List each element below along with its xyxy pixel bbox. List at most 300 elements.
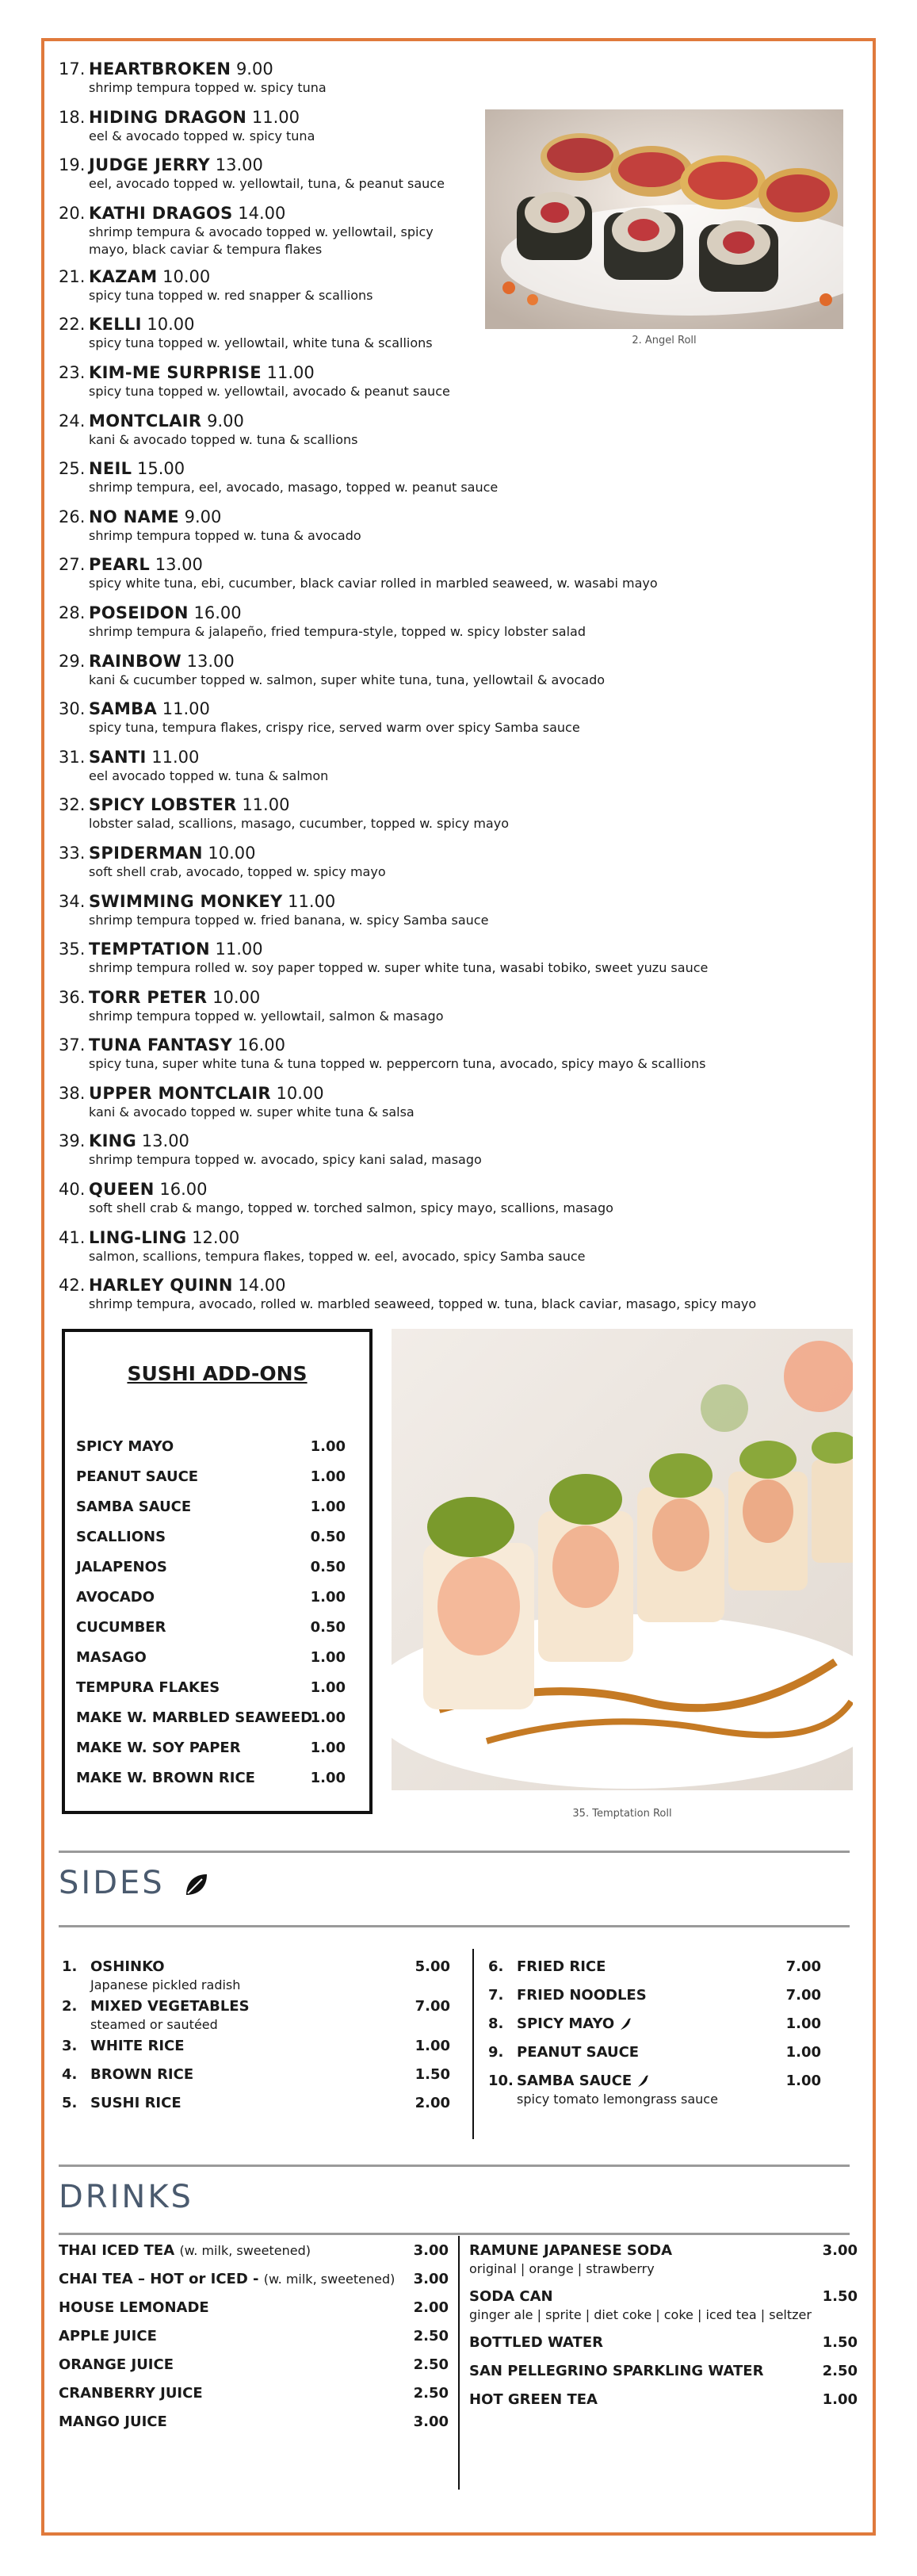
drink-note: (w. milk, sweetened) bbox=[179, 2243, 311, 2258]
roll-number: 39. bbox=[59, 1131, 86, 1151]
roll-description: eel avocado topped w. tuna & salmon bbox=[89, 767, 329, 783]
sides-bottom-divider bbox=[59, 1925, 850, 1927]
roll-item bbox=[59, 59, 859, 107]
roll-heading bbox=[59, 699, 859, 719]
roll-description: shrimp tempura, eel, avocado, masago, topped w. peanut sauce bbox=[89, 480, 499, 496]
roll-item bbox=[59, 939, 859, 987]
add-on-item bbox=[76, 1552, 346, 1583]
side-name: FRIED RICE bbox=[517, 1958, 606, 1975]
side-description: Japanese pickled radish bbox=[90, 1977, 241, 1992]
side-price: 1.00 bbox=[785, 2044, 821, 2061]
side-item bbox=[62, 2038, 450, 2066]
roll-name: RAINBOW bbox=[89, 651, 181, 671]
side-name-wrap bbox=[488, 1958, 606, 1975]
roll-heading bbox=[59, 843, 859, 863]
roll-item bbox=[59, 794, 859, 843]
roll-price: 15.00 bbox=[137, 459, 185, 479]
drink-name: CRANBERRY JUICE bbox=[59, 2385, 203, 2402]
side-number: 1. bbox=[62, 1958, 78, 1975]
side-name-wrap bbox=[488, 2044, 639, 2061]
roll-item bbox=[59, 1035, 859, 1083]
add-on-item bbox=[76, 1703, 346, 1733]
roll-price: 10.00 bbox=[208, 843, 256, 863]
roll-heading bbox=[59, 939, 859, 959]
temptation-roll-caption: 35. Temptation Roll bbox=[572, 1808, 672, 1820]
add-on-item bbox=[76, 1763, 346, 1793]
side-item bbox=[488, 2015, 821, 2044]
roll-item bbox=[59, 987, 859, 1035]
side-number: 6. bbox=[488, 1958, 504, 1975]
side-price: 7.00 bbox=[785, 1987, 821, 2004]
roll-price: 11.00 bbox=[266, 362, 315, 382]
side-price: 5.00 bbox=[415, 1958, 450, 1975]
roll-item bbox=[59, 1131, 859, 1179]
drink-name: THAI ICED TEA bbox=[59, 2242, 175, 2259]
add-on-item bbox=[76, 1492, 346, 1522]
sides-title bbox=[59, 1865, 210, 1901]
roll-heading bbox=[59, 362, 859, 383]
add-on-item bbox=[76, 1432, 346, 1462]
drink-item bbox=[469, 2334, 858, 2363]
roll-name: SAMBA bbox=[89, 699, 158, 719]
roll-name: SANTI bbox=[89, 747, 147, 767]
drink-price: 2.50 bbox=[413, 2328, 449, 2344]
roll-price: 10.00 bbox=[147, 315, 195, 335]
roll-item bbox=[59, 603, 859, 651]
drink-name: ORANGE JUICE bbox=[59, 2356, 174, 2373]
roll-number: 37. bbox=[59, 1035, 86, 1055]
roll-price: 16.00 bbox=[159, 1180, 208, 1200]
drinks-top-divider bbox=[59, 2165, 850, 2167]
sides-top-divider bbox=[59, 1851, 850, 1853]
add-on-price: 1.00 bbox=[310, 1740, 346, 1756]
roll-description: eel, avocado topped w. yellowtail, tuna, & peanut sauce bbox=[89, 176, 445, 192]
roll-price: 11.00 bbox=[162, 699, 210, 719]
chili-icon bbox=[636, 2074, 651, 2088]
roll-description: shrimp tempura, avocado, rolled w. marbled seaweed, topped w. tuna, black caviar, masago, spicy mayo bbox=[89, 1296, 757, 1312]
sides-title-text: SIDES bbox=[59, 1865, 165, 1901]
roll-number: 26. bbox=[59, 507, 86, 526]
drink-price: 2.00 bbox=[413, 2299, 449, 2316]
drink-price: 3.00 bbox=[413, 2413, 449, 2430]
drink-name: SODA CAN bbox=[469, 2288, 553, 2305]
side-item bbox=[62, 2066, 450, 2095]
add-ons-title: SUSHI ADD-ONS bbox=[127, 1362, 308, 1385]
roll-heading bbox=[59, 458, 859, 479]
roll-number: 20. bbox=[59, 203, 86, 223]
add-on-name: SCALLIONS bbox=[76, 1529, 166, 1545]
roll-description: kani & cucumber topped w. salmon, super white tuna, tuna, yellowtail & avocado bbox=[89, 672, 606, 687]
roll-price: 13.00 bbox=[141, 1131, 189, 1151]
side-number: 3. bbox=[62, 2038, 78, 2054]
roll-item bbox=[59, 843, 859, 891]
roll-number: 38. bbox=[59, 1083, 86, 1103]
roll-number: 24. bbox=[59, 411, 86, 431]
drink-name-wrap bbox=[59, 2242, 311, 2259]
add-on-name: TEMPURA FLAKES bbox=[76, 1679, 220, 1696]
roll-number: 28. bbox=[59, 603, 86, 622]
drinks-column-divider bbox=[458, 2236, 460, 2490]
roll-item bbox=[59, 507, 859, 555]
roll-number: 18. bbox=[59, 107, 86, 127]
drink-item bbox=[59, 2413, 449, 2442]
roll-description: shrimp tempura topped w. tuna & avocado bbox=[89, 527, 361, 543]
side-name-wrap bbox=[62, 2095, 181, 2111]
roll-price: 11.00 bbox=[215, 940, 263, 959]
add-on-price: 0.50 bbox=[310, 1529, 346, 1545]
side-number: 8. bbox=[488, 2015, 504, 2032]
add-on-name: MAKE W. SOY PAPER bbox=[76, 1740, 241, 1756]
add-on-item bbox=[76, 1673, 346, 1703]
drink-name-wrap bbox=[469, 2391, 598, 2408]
drink-price: 1.00 bbox=[822, 2391, 858, 2408]
roll-description: shrimp tempura & jalapeño, fried tempura-style, topped w. spicy lobster salad bbox=[89, 623, 586, 639]
add-on-name: SAMBA SAUCE bbox=[76, 1499, 192, 1515]
roll-description: shrimp tempura rolled w. soy paper topped w. super white tuna, wasabi tobiko, sweet yuzu sauce bbox=[89, 960, 709, 976]
roll-price: 9.00 bbox=[235, 59, 273, 78]
drink-name: HOUSE LEMONADE bbox=[59, 2299, 209, 2316]
roll-number: 23. bbox=[59, 362, 86, 382]
side-price: 1.00 bbox=[415, 2038, 450, 2054]
roll-price: 13.00 bbox=[155, 555, 203, 575]
drink-name-wrap bbox=[59, 2299, 209, 2316]
roll-item bbox=[59, 1227, 859, 1276]
sides-column-divider bbox=[472, 1949, 474, 2139]
drink-price: 3.00 bbox=[822, 2242, 858, 2259]
drink-name-wrap bbox=[469, 2363, 763, 2379]
angel-roll-photo bbox=[485, 109, 843, 329]
roll-number: 22. bbox=[59, 315, 86, 335]
drinks-bottom-divider bbox=[59, 2233, 850, 2235]
roll-name: TEMPTATION bbox=[89, 940, 210, 959]
roll-item bbox=[59, 1083, 859, 1131]
roll-heading bbox=[59, 1131, 859, 1151]
side-description: steamed or sautéed bbox=[90, 2017, 218, 2032]
side-price: 1.00 bbox=[785, 2073, 821, 2089]
roll-heading bbox=[59, 603, 859, 623]
drink-name: HOT GREEN TEA bbox=[469, 2391, 598, 2408]
roll-name: MONTCLAIR bbox=[89, 411, 202, 431]
roll-price: 13.00 bbox=[186, 651, 235, 671]
drink-name: MANGO JUICE bbox=[59, 2413, 167, 2430]
drink-price: 1.50 bbox=[822, 2334, 858, 2351]
roll-name: NO NAME bbox=[89, 507, 179, 526]
side-item bbox=[488, 1987, 821, 2015]
add-on-price: 1.00 bbox=[310, 1770, 346, 1786]
roll-heading bbox=[59, 747, 859, 767]
temptation-roll-photo bbox=[392, 1329, 853, 1790]
roll-item bbox=[59, 554, 859, 603]
drink-name-wrap bbox=[469, 2242, 672, 2259]
roll-description: shrimp tempura topped w. avocado, spicy kani salad, masago bbox=[89, 1152, 482, 1168]
drink-name: APPLE JUICE bbox=[59, 2328, 157, 2344]
sushi-add-ons-box bbox=[62, 1329, 373, 1814]
side-name: PEANUT SAUCE bbox=[517, 2044, 640, 2061]
side-number: 10. bbox=[488, 2073, 514, 2089]
drink-price: 3.00 bbox=[413, 2271, 449, 2287]
drinks-title: DRINKS bbox=[59, 2179, 193, 2215]
drink-name-wrap bbox=[59, 2271, 395, 2287]
roll-heading bbox=[59, 987, 859, 1008]
roll-name: TORR PETER bbox=[89, 987, 208, 1007]
drink-note: (w. milk, sweetened) bbox=[263, 2272, 395, 2287]
drink-name-wrap bbox=[59, 2413, 167, 2430]
roll-name: JUDGE JERRY bbox=[89, 155, 211, 175]
side-number: 4. bbox=[62, 2066, 78, 2083]
roll-name: KAZAM bbox=[89, 266, 158, 286]
side-number: 2. bbox=[62, 1998, 78, 2015]
roll-heading bbox=[59, 891, 859, 912]
add-on-price: 1.00 bbox=[310, 1499, 346, 1515]
roll-heading bbox=[59, 507, 859, 527]
roll-item bbox=[59, 362, 859, 411]
roll-price: 10.00 bbox=[276, 1083, 324, 1103]
add-on-price: 0.50 bbox=[310, 1619, 346, 1636]
drink-item bbox=[59, 2356, 449, 2385]
side-name-wrap bbox=[488, 2015, 633, 2032]
roll-description: shrimp tempura topped w. yellowtail, salmon & masago bbox=[89, 1008, 444, 1024]
roll-price: 9.00 bbox=[184, 507, 222, 526]
roll-number: 34. bbox=[59, 891, 86, 911]
roll-heading bbox=[59, 59, 859, 79]
add-on-item bbox=[76, 1462, 346, 1492]
roll-description: shrimp tempura topped w. fried banana, w. spicy Samba sauce bbox=[89, 912, 489, 928]
roll-item bbox=[59, 458, 859, 507]
add-on-item bbox=[76, 1522, 346, 1552]
add-on-name: MAKE W. BROWN RICE bbox=[76, 1770, 255, 1786]
drink-price: 2.50 bbox=[822, 2363, 858, 2379]
roll-price: 11.00 bbox=[288, 891, 336, 911]
drink-price: 2.50 bbox=[413, 2356, 449, 2373]
roll-description: shrimp tempura & avocado topped w. yellowtail, spicy mayo, black caviar & tempura flakes bbox=[89, 224, 434, 257]
add-on-price: 1.00 bbox=[310, 1589, 346, 1606]
roll-name: KATHI DRAGOS bbox=[89, 203, 233, 223]
side-name: BROWN RICE bbox=[90, 2066, 194, 2083]
drink-name: CHAI TEA – HOT or ICED - bbox=[59, 2271, 259, 2287]
drink-item bbox=[59, 2328, 449, 2356]
roll-name: PEARL bbox=[89, 555, 151, 575]
roll-heading bbox=[59, 794, 859, 815]
roll-name: POSEIDON bbox=[89, 603, 189, 622]
roll-name: HIDING DRAGON bbox=[89, 107, 247, 127]
add-on-name: MASAGO bbox=[76, 1649, 147, 1666]
side-name-wrap bbox=[62, 2038, 185, 2054]
add-on-name: JALAPENOS bbox=[76, 1559, 167, 1575]
roll-number: 21. bbox=[59, 266, 86, 286]
roll-description: kani & avocado topped w. tuna & scallions bbox=[89, 431, 358, 447]
add-on-price: 1.00 bbox=[310, 1649, 346, 1666]
roll-item bbox=[59, 1179, 859, 1227]
side-price: 2.00 bbox=[415, 2095, 450, 2111]
roll-name: SPICY LOBSTER bbox=[89, 795, 237, 815]
roll-item bbox=[59, 747, 859, 795]
roll-number: 17. bbox=[59, 59, 86, 78]
angel-roll-caption: 2. Angel Roll bbox=[632, 335, 697, 346]
drink-item bbox=[59, 2299, 449, 2328]
roll-description: spicy tuna topped w. yellowtail, white tuna & scallions bbox=[89, 335, 433, 351]
side-name: SAMBA SAUCE bbox=[517, 2073, 632, 2089]
side-name-wrap bbox=[62, 2066, 193, 2083]
roll-description: soft shell crab, avocado, topped w. spicy mayo bbox=[89, 863, 386, 879]
drink-name: BOTTLED WATER bbox=[469, 2334, 603, 2351]
roll-number: 19. bbox=[59, 155, 86, 175]
add-on-item bbox=[76, 1733, 346, 1763]
roll-name: NEIL bbox=[89, 459, 132, 479]
angel-roll-image bbox=[485, 109, 843, 329]
roll-description: spicy tuna, tempura flakes, crispy rice, served warm over spicy Samba sauce bbox=[89, 720, 580, 736]
roll-name: QUEEN bbox=[89, 1180, 155, 1200]
drink-name-wrap bbox=[59, 2328, 157, 2344]
roll-heading bbox=[59, 411, 859, 431]
side-item bbox=[62, 2095, 450, 2123]
add-on-price: 1.00 bbox=[310, 1438, 346, 1455]
side-name-wrap bbox=[488, 1987, 647, 2004]
roll-description: spicy tuna topped w. yellowtail, avocado & peanut sauce bbox=[89, 383, 450, 399]
roll-description: salmon, scallions, tempura flakes, topped w. eel, avocado, spicy Samba sauce bbox=[89, 1248, 586, 1264]
side-item bbox=[488, 2044, 821, 2073]
side-price: 7.00 bbox=[415, 1998, 450, 2015]
side-price: 7.00 bbox=[785, 1958, 821, 1975]
roll-name: HARLEY QUINN bbox=[89, 1276, 233, 1296]
roll-item bbox=[59, 651, 859, 699]
side-number: 7. bbox=[488, 1987, 504, 2004]
roll-number: 42. bbox=[59, 1276, 86, 1296]
roll-number: 32. bbox=[59, 795, 86, 815]
side-price: 1.50 bbox=[415, 2066, 450, 2083]
add-on-price: 1.00 bbox=[310, 1679, 346, 1696]
side-name: FRIED NOODLES bbox=[517, 1987, 647, 2004]
roll-name: UPPER MONTCLAIR bbox=[89, 1083, 271, 1103]
roll-price: 16.00 bbox=[237, 1035, 285, 1055]
side-name: WHITE RICE bbox=[90, 2038, 185, 2054]
roll-price: 14.00 bbox=[238, 203, 286, 223]
roll-name: LING-LING bbox=[89, 1227, 187, 1247]
roll-heading bbox=[59, 1227, 859, 1248]
roll-number: 41. bbox=[59, 1227, 86, 1247]
chili-icon bbox=[619, 2017, 633, 2031]
roll-heading bbox=[59, 651, 859, 672]
drink-item bbox=[59, 2385, 449, 2413]
roll-number: 25. bbox=[59, 459, 86, 479]
roll-price: 11.00 bbox=[251, 107, 300, 127]
side-name: SUSHI RICE bbox=[90, 2095, 181, 2111]
side-name-wrap bbox=[62, 1998, 250, 2015]
drink-description: original | orange | strawberry bbox=[469, 2261, 655, 2276]
roll-price: 10.00 bbox=[212, 987, 261, 1007]
drink-description: ginger ale | sprite | diet coke | coke | iced tea | seltzer bbox=[469, 2307, 812, 2322]
drink-name: RAMUNE JAPANESE SODA bbox=[469, 2242, 673, 2259]
roll-price: 11.00 bbox=[151, 747, 200, 767]
roll-price: 9.00 bbox=[207, 411, 244, 431]
roll-price: 11.00 bbox=[242, 795, 290, 815]
drink-name-wrap bbox=[469, 2288, 553, 2305]
roll-number: 30. bbox=[59, 699, 86, 719]
side-description: spicy tomato lemongrass sauce bbox=[517, 2092, 718, 2107]
leaf-icon bbox=[183, 1871, 210, 1898]
drink-name-wrap bbox=[469, 2334, 603, 2351]
roll-name: SPIDERMAN bbox=[89, 843, 203, 863]
roll-description: spicy tuna, super white tuna & tuna topped w. peppercorn tuna, avocado, spicy mayo & scallions bbox=[89, 1056, 706, 1072]
drink-price: 1.50 bbox=[822, 2288, 858, 2305]
roll-price: 12.00 bbox=[192, 1227, 240, 1247]
roll-item bbox=[59, 891, 859, 940]
roll-number: 40. bbox=[59, 1180, 86, 1200]
add-on-name: MAKE W. MARBLED SEAWEED bbox=[76, 1709, 313, 1726]
add-on-item bbox=[76, 1643, 346, 1673]
roll-name: TUNA FANTASY bbox=[89, 1035, 233, 1055]
roll-description: kani & avocado topped w. super white tuna & salsa bbox=[89, 1104, 415, 1120]
roll-heading bbox=[59, 1083, 859, 1104]
roll-heading bbox=[59, 1275, 859, 1296]
roll-price: 16.00 bbox=[193, 603, 242, 622]
roll-name: HEARTBROKEN bbox=[89, 59, 231, 78]
side-number: 9. bbox=[488, 2044, 504, 2061]
add-on-name: AVOCADO bbox=[76, 1589, 155, 1606]
roll-price: 14.00 bbox=[238, 1276, 286, 1296]
roll-number: 36. bbox=[59, 987, 86, 1007]
drink-item bbox=[469, 2391, 858, 2420]
drink-item bbox=[59, 2242, 449, 2271]
add-on-price: 0.50 bbox=[310, 1559, 346, 1575]
roll-item bbox=[59, 1275, 859, 1323]
side-name-wrap bbox=[488, 2073, 651, 2089]
roll-description: soft shell crab & mango, topped w. torched salmon, spicy mayo, scallions, masago bbox=[89, 1200, 613, 1216]
temptation-roll-image bbox=[392, 1329, 853, 1790]
roll-name: SWIMMING MONKEY bbox=[89, 891, 283, 911]
roll-name: KING bbox=[89, 1131, 137, 1151]
roll-name: KELLI bbox=[89, 315, 142, 335]
roll-description: lobster salad, scallions, masago, cucumber, topped w. spicy mayo bbox=[89, 816, 509, 832]
roll-number: 35. bbox=[59, 940, 86, 959]
side-item bbox=[488, 1958, 821, 1987]
drink-item bbox=[59, 2271, 449, 2299]
side-name: OSHINKO bbox=[90, 1958, 165, 1975]
side-number: 5. bbox=[62, 2095, 78, 2111]
roll-name: KIM-ME SURPRISE bbox=[89, 362, 262, 382]
side-name: MIXED VEGETABLES bbox=[90, 1998, 250, 2015]
add-on-price: 1.00 bbox=[310, 1709, 346, 1726]
add-on-name: CUCUMBER bbox=[76, 1619, 166, 1636]
side-name: SPICY MAYO bbox=[517, 2015, 615, 2032]
roll-heading bbox=[59, 1035, 859, 1055]
add-on-item bbox=[76, 1613, 346, 1643]
drink-name: SAN PELLEGRINO SPARKLING WATER bbox=[469, 2363, 764, 2379]
roll-heading bbox=[59, 554, 859, 575]
roll-description: eel & avocado topped w. spicy tuna bbox=[89, 128, 315, 144]
add-on-item bbox=[76, 1583, 346, 1613]
drink-price: 2.50 bbox=[413, 2385, 449, 2402]
roll-item bbox=[59, 699, 859, 747]
roll-description: spicy tuna topped w. red snapper & scallions bbox=[89, 287, 373, 303]
roll-number: 33. bbox=[59, 843, 86, 863]
drink-item bbox=[469, 2363, 858, 2391]
roll-description: shrimp tempura topped w. spicy tuna bbox=[89, 80, 327, 95]
add-on-name: SPICY MAYO bbox=[76, 1438, 174, 1455]
side-name-wrap bbox=[62, 1958, 165, 1975]
roll-number: 29. bbox=[59, 651, 86, 671]
add-on-name: PEANUT SAUCE bbox=[76, 1468, 199, 1485]
roll-number: 31. bbox=[59, 747, 86, 767]
drink-price: 3.00 bbox=[413, 2242, 449, 2259]
roll-description: spicy white tuna, ebi, cucumber, black caviar rolled in marbled seaweed, w. wasabi mayo bbox=[89, 576, 658, 591]
side-price: 1.00 bbox=[785, 2015, 821, 2032]
roll-item bbox=[59, 411, 859, 459]
roll-price: 13.00 bbox=[215, 155, 263, 175]
add-on-price: 1.00 bbox=[310, 1468, 346, 1485]
roll-price: 10.00 bbox=[162, 266, 211, 286]
roll-heading bbox=[59, 1179, 859, 1200]
drink-name-wrap bbox=[59, 2385, 203, 2402]
